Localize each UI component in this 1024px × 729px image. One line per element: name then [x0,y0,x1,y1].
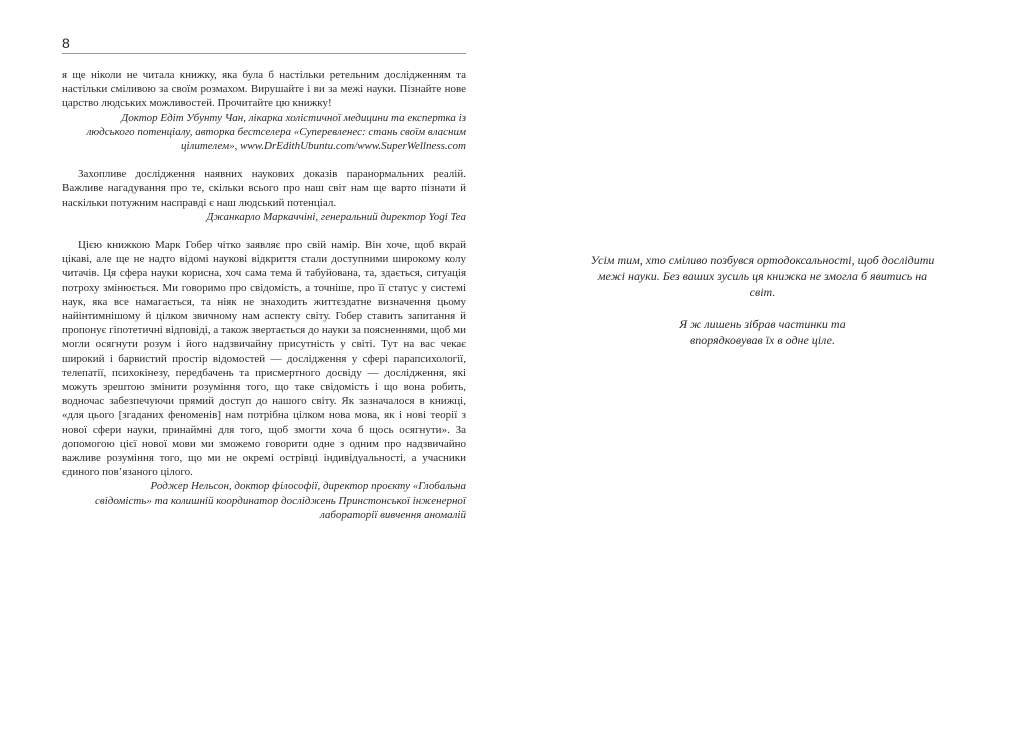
endorsement-attribution: Роджер Нельсон, доктор філософії, директор проєкту «Глобальна свідомість» та колишній координатор досліджень Принстонської інженерної лабораторії вивчення аномалій [95,480,466,521]
left-page [62,34,466,536]
header-rule [62,53,466,54]
endorsement-3 [62,238,466,522]
endorsement-1 [62,68,466,153]
dedication-paragraph-2: Я ж лишень зібрав частинки та впорядковував їх в одне ціле. [679,317,846,347]
endorsement-text: Цією книжкою Марк Гобер чітко заявляє про свій намір. Він хоче, щоб вкрай цікаві, але ще не надто відомі наукові відкриття стали доступними широкому колу читачів. Ця сфера науки корисна, хоч сама тема й табуйована, та, здається, ситуація потроху змінюється. Ми говоримо про свідомість, а точніше, про її статус у системі наук, яка все намагається, та ніяк не знаходить життєздатне визначення цьому найінтимнішому й цілком звичному нам аспекту світу. Гобер ставить запитання й пропонує гіпотетичні відповіді, а також звертається до науки за поясненнями, щоб ми могли осягнути розум і його надзвичайну присутність у світі. Тут на вас чекає широкий і барвистий простір відомостей — дослідження у сфері парапсихології, телепатії, психокінезу, передбачень та присмертного досвіду — дослідження, які можуть зрештою змінити розуміння того, що таке свідомість і що вона робить, водночас забезпечуючи прямий доступ до нашого світу. Як зазначалося в книжці, «для цього [згаданих феноменів] нам потрібна цілком нова мова, як і нові теорії з нової сфери науки, принаймні для того, щоб змогти хоча б щось осягнути». За допомогою цієї нової мови ми зможемо говорити одне з одним про надзвичайно важливе розуміння того, що ми не окремі острівці індивідуальності, а учасники єдиного пов’язаного цілого. [62,239,466,479]
endorsement-text: Захопливе дослідження наявних наукових доказів паранормальних реалій. Важливе нагадування про те, скільки всього про наш світ нам ще варто пізнати й наскільки потужним насправді є наш людський потенціал. [62,168,466,209]
endorsement-attribution: Доктор Едіт Убунту Чан, лікарка холістичної медицини та експертка із людського потенціалу, авторка бестселера «Суперевленес: стань своїм власним цілителем», www.DrEdithUbuntu.com/www.SuperWellness.com [86,111,466,153]
right-page [590,252,935,348]
dedication-paragraph-1: Усім тим, хто сміливо позбувся ортодоксальності, щоб дослідити межі науки. Без ваших зусиль ця книжка не змогла б явитись на світ. [590,253,935,299]
endorsement-text: я ще ніколи не читала книжку, яка була б настільки ретельним дослідженням та настільки сміливою за своїм розмахом. Вирушайте і ви за межі науки. Пізнайте нове царство людських можливостей. Прочитайте цю книжку! [62,69,466,110]
endorsement-2 [62,167,466,224]
page-number: 8 [62,35,70,51]
endorsement-attribution: Джанкарло Маркаччіні, генеральний директор Yogi Tea [206,210,466,223]
